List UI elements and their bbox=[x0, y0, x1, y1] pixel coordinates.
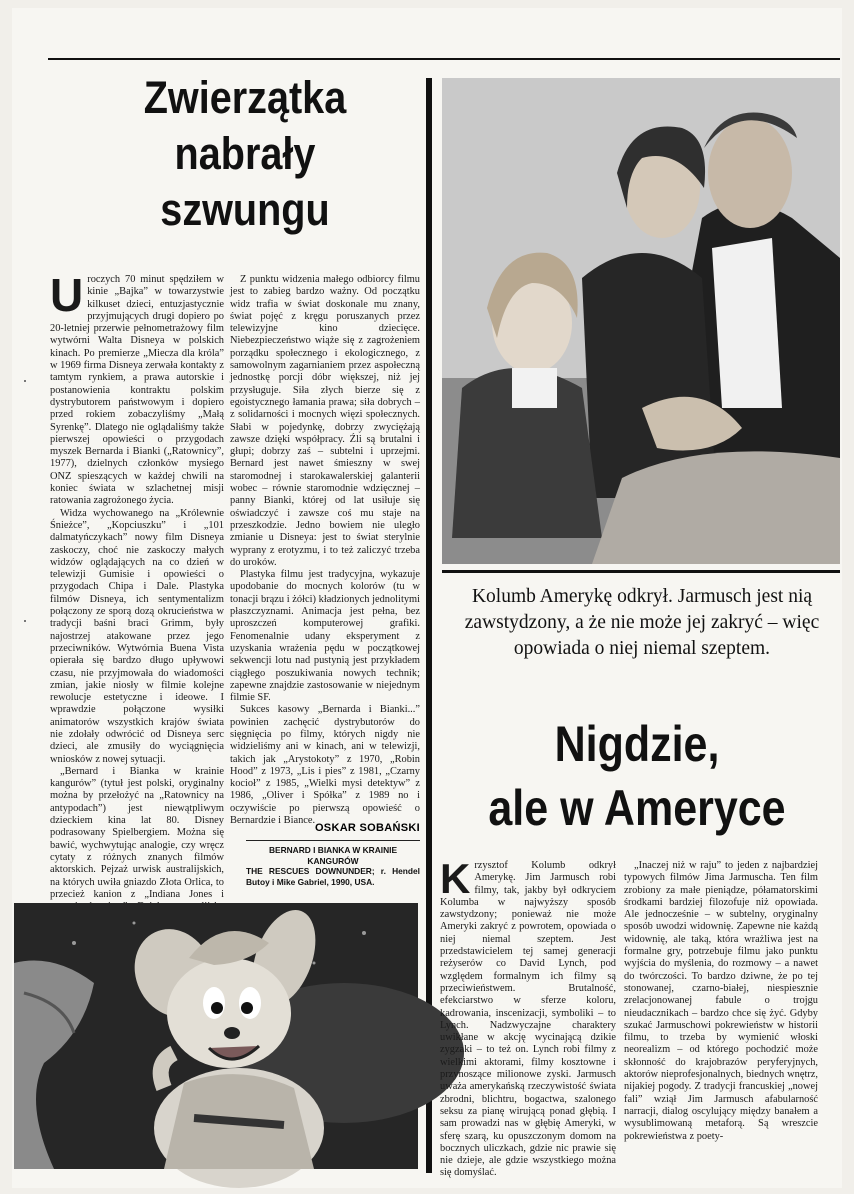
drop-cap: K bbox=[440, 855, 471, 902]
family-portrait-photo bbox=[442, 78, 840, 564]
drop-cap: U bbox=[50, 269, 84, 321]
paragraph: Plastyka filmu jest tradycyjna, wykazuje upodobanie do mocnych kolorów (tu w tonacji brązu i żółci) kładzionych jednolitymi płaszczyznami. Animacja jest pełna, bez uproszczeń komputerowej grafiki. Fenomenalnie udany eksperyment z uzyskania wrażenia pędu w początkowej sekwencji lotu nad pustynią jest przykładem ciągłego poszukiwania nowych technik; zapewne znajdzie zastosowanie w niejednym filmie SF. bbox=[230, 569, 420, 704]
left-article-column-1 bbox=[50, 269, 224, 934]
paragraph: Widza wychowanego na „Królewnie Śnieżce”, „Kopciuszku” i „101 dalmatyńczykach” nowy film Disneya zaskoczy, choć nie zaskoczy małych widzów oglądających na co dzień w telewizji Gumisie i opowieści o przygodach Chipa i Dale. Plastyka filmów Disneya, ich sentymentalizm połączony ze sporą dozą okrucieństwa w tradycji baśni braci Grimm, były najostrzej atakowane przez jego przeciwników. Wytwórnia Buena Vista opierała się bardzo długo upływowi czasu, nie przyjmowała do wiadomości zmian, jakie niosły w filmie kolejne rewolucje estetyczne i ideowe. I wprawdzie połączone wysiłki animatorów wszystkich krajów świata nie zdołały odwrócić od Disneya serc dzieci, ale zmusiły do wyciągnięcia wniosków z nowej sytuacji. bbox=[50, 507, 224, 765]
author-signature: OSKAR SOBAŃSKI bbox=[314, 822, 420, 834]
title-line: ale w Ameryce bbox=[488, 780, 786, 836]
cartoon-mouse-illustration bbox=[14, 903, 418, 1169]
title-line: Nigdzie, bbox=[554, 716, 720, 772]
title-line: nabrały bbox=[174, 128, 316, 179]
right-article-column-1 bbox=[440, 855, 616, 1179]
edge-mark bbox=[24, 380, 26, 382]
credit-title: BERNARD I BIANKA W KRAINIE KANGURÓW bbox=[268, 845, 398, 866]
right-article-column-2 bbox=[624, 860, 818, 1172]
paragraph: „Inaczej niż w raju” to jeden z najbardziej typowych filmów Jima Jarmuscha. Ten film zrobiony za małe pieniądze, półamatorskimi środkami bardziej filozofuje niż opowiada. Ale jednocześnie – w subtelny, oryginalny sposób uwodzi widownię. Zapewne nie każdą widownię, ale taką, która wrażliwa jest na formalne gry, potrzebuje filmu jako punktu wyjścia do myślenia, do rozmowy – a nawet do twórczości. To bardzo dziwne, że po tej stonowanej, czarno-białej, niespiesznie zrelacjonowanej fabule o trojgu nieudacznikach – bardzo chce się żyć. Gdyby szukać Jarmuschowi pokrewieństw w historii filmu, to trzeba by wymienić włoski neorealizm – od którego pochodzić może skłonność do krajobrazów peryferyjnych, aktorów nieprofesjonalnych, biednych wnętrz, nijakiej pogody. Z tradycji francuskiej „nowej fali” wziął Jim Jarmusch afabularność narracji, dialog oscylujący między banałem a wysublimowaną metaforą. Są wreszcie pokrewieństwa z poety- bbox=[624, 860, 818, 1142]
film-credit-box bbox=[246, 840, 420, 887]
title-line: szwungu bbox=[160, 184, 330, 235]
paragraph: Sukces kasowy „Bernarda i Bianki...” powinien zachęcić dystrybutorów do sięgnięcia po filmy, których nigdy nie widzieliśmy ani w kinach, ani w telewizji, takich jak „Arystokoty” z 1970, „Robin Hood” z 1973, „Lis i pies” z 1981, „Czarny kocioł” z 1985, „Wielki mysi detektyw” z 1986, „Oliver i Spółka” z 1989 no i oczywiście po pierwszą opowieść o Bernardzie i Biance. bbox=[230, 704, 420, 827]
section-rule bbox=[442, 570, 840, 573]
paragraph: Z punktu widzenia małego odbiorcy filmu jest to zabieg bardzo ważny. Od początku widz trafia w świat doskonale mu znany, świat pojęć z kręgu poruszanych przez telewizyjne kino dziecięce. Niebezpieczeństwo wiąże się z zagrożeniem porządku społecznego i ekologicznego, z samowolnym zagarnianiem przez aspołeczną jednostkę porcji dóbr większej, niż jej przysługuje. Siła złych bierze się z egoistycznego łamania prawa; siła dobrych – z solidarności i mocnych więzi społecznych. Słabi w pojedynkę, dobrzy zwyciężają zawsze dzięki współpracy. Źli są brutalni i głupi; dobrzy zaś – subtelni i uprzejmi. Bernard jest nawet śmieszny w swej staromodnej i starokawalerskiej galanterii wobec – równie staromodnie wdzięcznej – panny Bianki, której od lat usiłuje się oświadczyć i zawsze coś mu staje na przeszkodzie. Jedno bowiem nie uległo zmianie u Disneya: jest to świat sterylnie wyprany z erotyzmu, i to też zaliczyć trzeba do uroków. bbox=[230, 274, 420, 568]
left-article-column-2 bbox=[230, 274, 420, 844]
left-article-title bbox=[100, 70, 390, 238]
title-line: Zwierzątka bbox=[143, 72, 347, 123]
paragraph: „Bernard i Bianka w krainie kangurów” (tytuł jest polski, oryginalny można by przełożyć na „Ratownicy na antypodach”) jest niewątpliwym dzieckiem kina lat 80. Disney podrasowany Spielbergiem. Można się bawić, wychwytując analogie, czy wręcz cytaty z różnych znanych filmów aktorskich. Pejzaż urwisk australijskich, na których uwiła gniazdo Złota Orlica, to przecież kanion z „Indiana Jones i bbox=[50, 765, 224, 900]
right-article-title bbox=[478, 712, 796, 840]
paragraph: Uroczych 70 minut spędziłem w kinie „Bajka” w towarzystwie kilkuset dzieci, entuzjastycznie przyjmujących drugi dopiero po 20-letniej przerwie pełnometrażowy film wytwórni Walta Disneya w polskich kinach. Po premierze „Miecza dla króla” w 1969 firma Disneya zerwała kontakty z tamtym rynkiem, a prawa autorskie i postanowienia kontraktu polskim dystrybutorem państwowym i dopiero przed rokiem zobaczyliśmy „Małą Syrenkę”. Dlatego nie oglądaliśmy także pierwszej opowieści o przygodach myszek Bernarda i Bianki („Ratownicy”, 1977), dzielnych członków mysiego ONZ spieszących w każdej chwili na koniec świata w szlachetnej misji ratowania zagrożonego życia. bbox=[50, 269, 224, 507]
credit-details: THE RESCUES DOWNUNDER; r. Hendel Butoy i Mike Gabriel, 1990, USA. bbox=[246, 866, 420, 887]
paragraph: Krzysztof Kolumb odkrył Amerykę. Jim Jarmusch robi filmy, tak, jakby był odkryciem Kolumba w najwyższy sposób zawstydzony; ponieważ nie może Ameryki zakryć z powrotem, opowiada o niej niemal szeptem. Jest przedstawicielem tej samej generacji reżyserów co David Lynch, pod względem formalnym ich filmy są przeciwieństwem. Brutalność, efekciarstwo w sferze koloru, kadrowania, inscenizacji, symboliki – to Lynch. Nadzwyczajne charaktery uwikłane w akcję wycinającą dzikie zygzaki – to też on. Lynch robi filmy z wielkimi aktorami, filmy kosztowne i przynoszące milionowe zyski. Jarmusch uważa amerykańską rzeczywistość świata zbrodni, blichtru, bogactwa, szalonego seksu za pianę wirującą ponad głębią. I sam prowadzi nas w głębię Ameryki, w sferę szarą, ku opuszczonym domom na bocznych uliczkach, gdzie nic prawie się nie dzieje, ale gdzie wszystkiego można się domyślać. bbox=[440, 855, 616, 1179]
pull-quote: Kolumb Amerykę odkrył. Jarmusch jest nią zawstydzony, a że nie może jej zakryć – więc opowiada o niej niemal szeptem. bbox=[464, 586, 820, 659]
edge-mark bbox=[24, 620, 26, 622]
top-rule bbox=[48, 58, 840, 60]
